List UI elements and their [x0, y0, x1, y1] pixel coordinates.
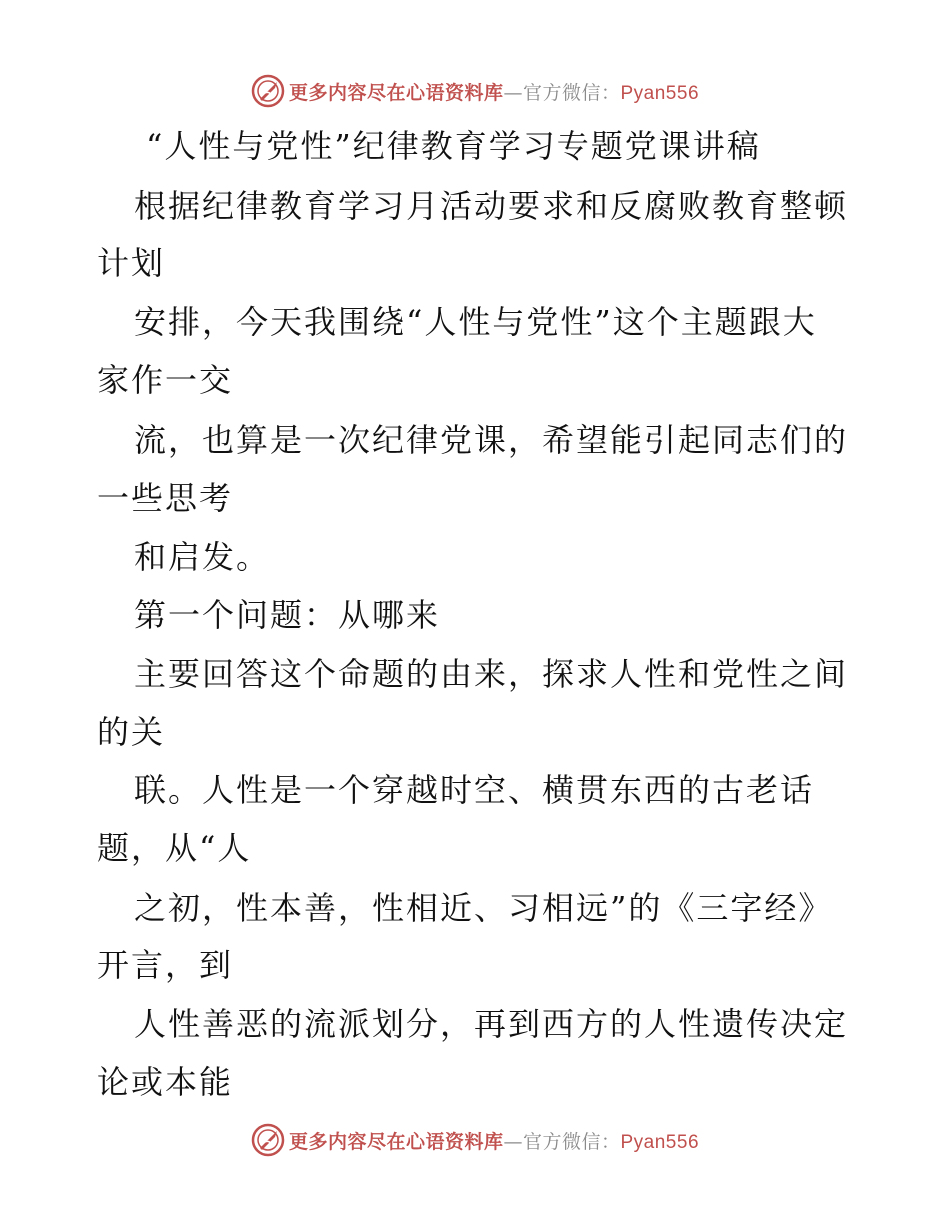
footer-account: Pyan556 — [620, 1131, 700, 1153]
body-line: 人性善恶的流派划分，再到西方的人性遗传决定 — [134, 1005, 849, 1043]
header-wechat-label: 官方微信： — [522, 81, 621, 104]
header-site-text: 更多内容尽在心语资料库 — [288, 81, 504, 104]
footer-banner-text — [289, 1127, 699, 1154]
footer-site-text: 更多内容尽在心语资料库 — [288, 1130, 504, 1153]
body-line: 流，也算是一次纪律党课，希望能引起同志们的 — [134, 421, 849, 459]
body-line: 之初，性本善，性相近、习相远”的《三字经》 — [134, 889, 833, 927]
body-line: 计划 — [97, 244, 166, 282]
body-line: 主要回答这个命题的由来，探求人性和党性之间 — [134, 655, 849, 693]
header-account: Pyan556 — [620, 82, 700, 104]
body-line: 的关 — [97, 713, 166, 751]
header-separator: — — [503, 81, 523, 104]
body-line: 开言，到 — [97, 946, 234, 984]
body-line: 一些思考 — [97, 479, 234, 517]
header-watermark-banner — [0, 71, 950, 111]
body-line: 论或本能 — [97, 1063, 234, 1101]
pen-logo-icon — [251, 1123, 285, 1157]
body-line: 根据纪律教育学习月活动要求和反腐败教育整顿 — [134, 187, 849, 225]
section-heading: 第一个问题：从哪来 — [134, 596, 441, 634]
body-line: 联。人性是一个穿越时空、横贯东西的古老话 — [134, 771, 815, 809]
document-title: “人性与党性”纪律教育学习专题党课讲稿 — [146, 127, 761, 165]
body-line: 和启发。 — [134, 538, 271, 576]
body-line: 题，从“人 — [97, 829, 252, 867]
footer-watermark-banner — [0, 1120, 950, 1160]
footer-separator: — — [503, 1130, 523, 1153]
footer-wechat-label: 官方微信： — [522, 1130, 621, 1153]
header-banner-text — [289, 78, 699, 105]
body-line: 安排，今天我围绕“人性与党性”这个主题跟大 — [134, 303, 817, 341]
pen-logo-icon — [251, 74, 285, 108]
body-line: 家作一交 — [97, 361, 234, 399]
